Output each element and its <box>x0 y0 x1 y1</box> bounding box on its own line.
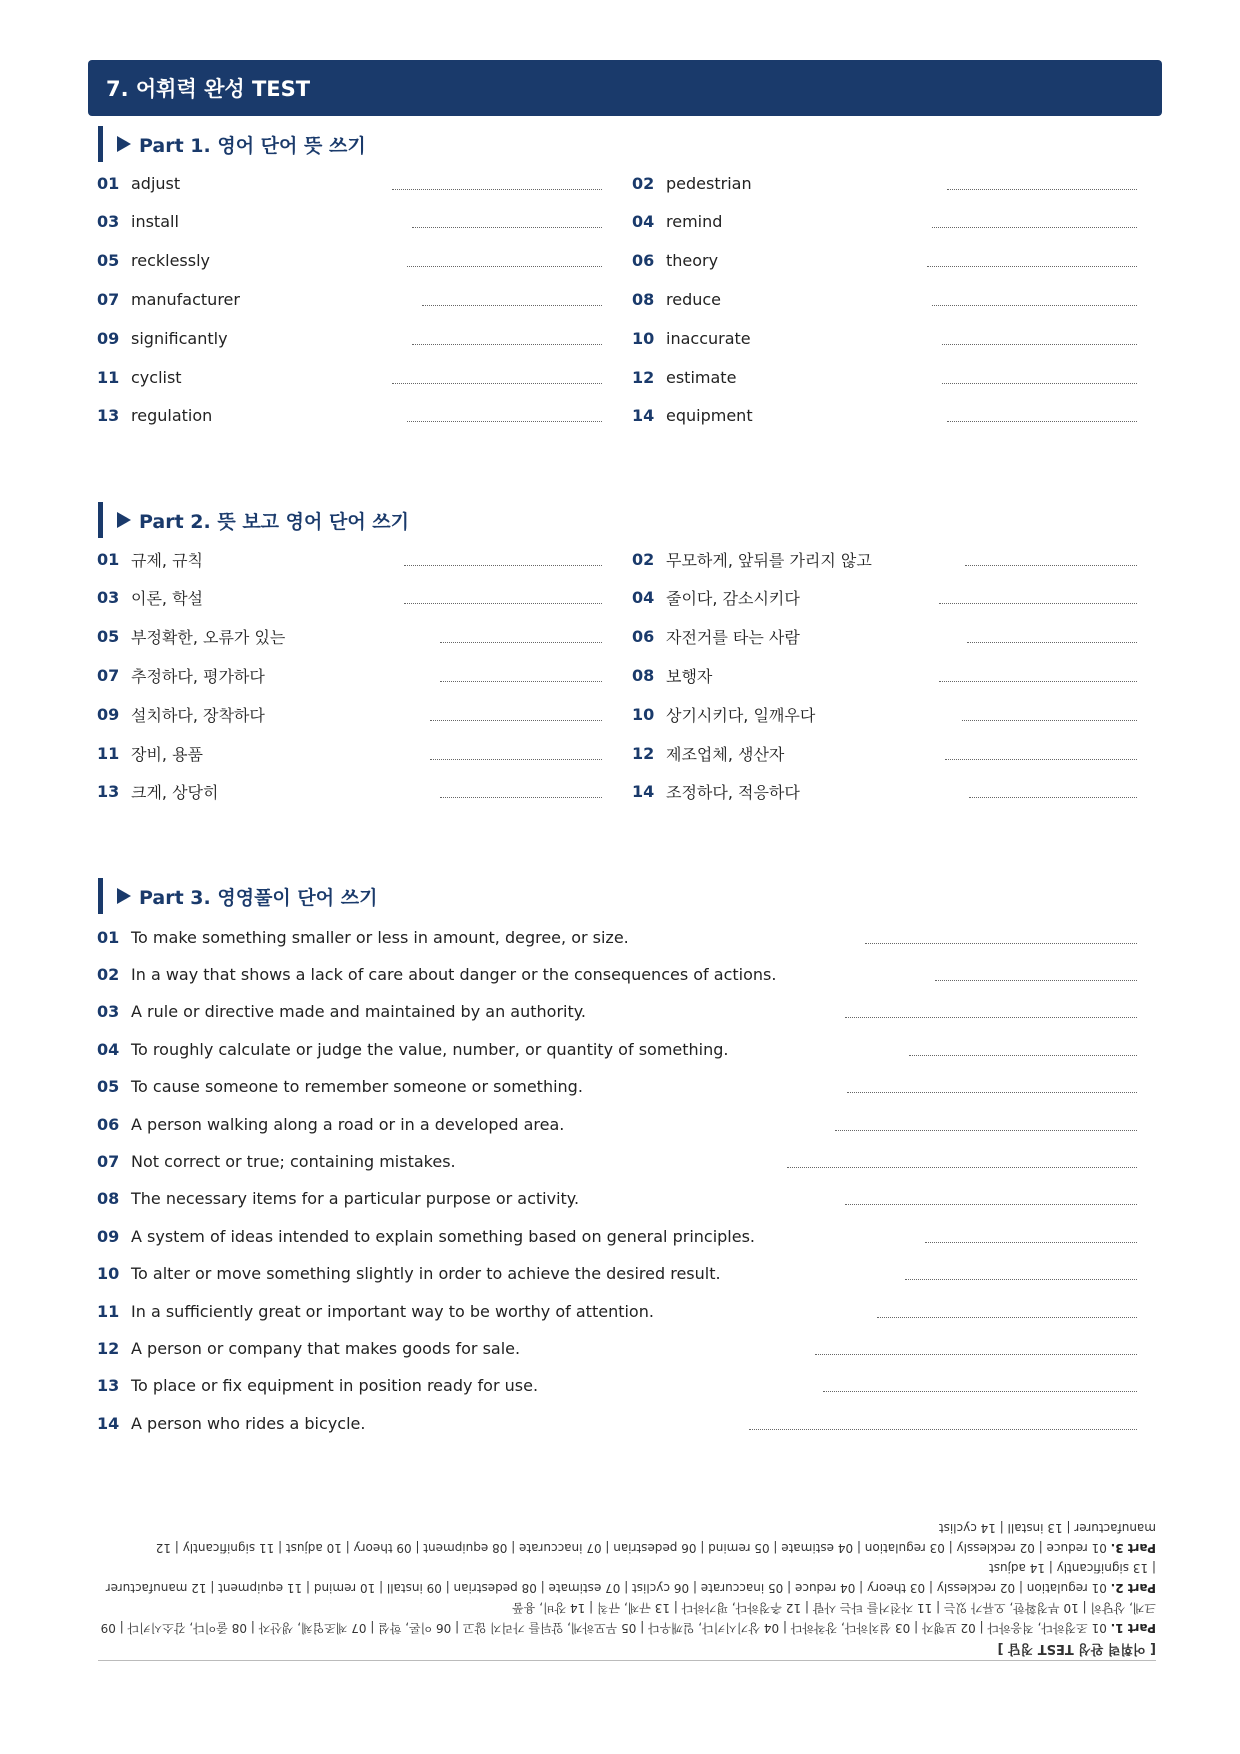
list-item <box>97 326 602 350</box>
item-text: cyclist <box>131 367 182 387</box>
list-item <box>97 1149 1137 1173</box>
item-number: 01 <box>97 173 120 193</box>
item-text: adjust <box>131 173 181 193</box>
answer-blank[interactable] <box>925 1230 1137 1243</box>
item-number: 08 <box>632 665 655 685</box>
answer-blank[interactable] <box>404 553 602 566</box>
item-number: 07 <box>97 665 120 685</box>
answer-blank[interactable] <box>847 1080 1137 1093</box>
item-number: 04 <box>632 588 655 608</box>
item-text: estimate <box>666 367 737 387</box>
item-number: 03 <box>97 212 120 232</box>
answer-blank[interactable] <box>947 409 1137 422</box>
item-number: 04 <box>97 1039 120 1059</box>
part1-heading <box>98 126 366 162</box>
answer-blank[interactable] <box>823 1379 1137 1392</box>
list-item <box>97 1112 1137 1136</box>
item-number: 11 <box>97 367 120 387</box>
item-text: 부정확한, 오류가 있는 <box>131 628 286 648</box>
part3-heading <box>98 878 377 914</box>
item-number: 06 <box>632 627 655 647</box>
list-item <box>97 925 1137 949</box>
item-text: In a way that shows a lack of care about danger or the consequences of actions. <box>131 964 777 984</box>
item-text: 자전거를 타는 사람 <box>666 628 800 648</box>
item-number: 03 <box>97 588 120 608</box>
item-number: 11 <box>97 743 120 763</box>
item-number: 09 <box>97 1226 120 1246</box>
item-number: 01 <box>97 927 120 947</box>
item-text: The necessary items for a particular purpose or activity. <box>131 1189 580 1209</box>
part1-heading-label: Part 1. 영어 단어 뜻 쓰기 <box>139 134 366 157</box>
item-number: 13 <box>97 406 120 426</box>
item-number: 10 <box>632 704 655 724</box>
list-item <box>97 210 602 234</box>
list-item <box>632 326 1137 350</box>
item-text: To make something smaller or less in amount, degree, or size. <box>131 927 629 947</box>
list-item <box>97 249 602 273</box>
item-number: 05 <box>97 251 120 271</box>
answer-blank[interactable] <box>905 1267 1137 1280</box>
list-item <box>632 780 1137 804</box>
item-text: 상기시키다, 일깨우다 <box>666 705 816 725</box>
item-text: 제조업체, 생산자 <box>666 744 785 764</box>
list-item <box>632 404 1137 428</box>
list-item <box>632 249 1137 273</box>
answer-blank[interactable] <box>865 931 1137 944</box>
list-item <box>97 1187 1137 1211</box>
item-text: Not correct or true; containing mistakes. <box>131 1151 456 1171</box>
item-number: 06 <box>97 1114 120 1134</box>
item-text: A person who rides a bicycle. <box>131 1413 366 1433</box>
item-text: A rule or directive made and maintained by an authority. <box>131 1002 587 1022</box>
page-title: 7. 어휘력 완성 TEST <box>88 60 1162 116</box>
item-text: install <box>131 212 179 232</box>
answer-blank[interactable] <box>877 1305 1137 1318</box>
item-number: 09 <box>97 328 120 348</box>
list-item <box>97 1224 1137 1248</box>
list-item <box>632 171 1137 195</box>
item-text: recklessly <box>131 251 211 271</box>
item-text: 보행자 <box>666 666 713 686</box>
list-item <box>97 780 602 804</box>
item-text: 규제, 규칙 <box>131 550 203 570</box>
triangle-icon <box>117 136 131 152</box>
item-text: To cause someone to remember someone or something. <box>131 1077 583 1097</box>
item-number: 14 <box>632 406 655 426</box>
answer-blank[interactable] <box>815 1342 1137 1355</box>
item-number: 04 <box>632 212 655 232</box>
answer-blank[interactable] <box>412 332 602 345</box>
item-text: equipment <box>666 406 753 426</box>
item-text: 추정하다, 평가하다 <box>131 666 265 686</box>
item-text: significantly <box>131 328 228 348</box>
answer-blank[interactable] <box>947 177 1137 190</box>
item-text: manufacturer <box>131 289 240 309</box>
answer-blank[interactable] <box>392 177 602 190</box>
item-number: 07 <box>97 1151 120 1171</box>
answer-key-part1: Part 1. 01 조정하다, 적응하다 | 02 보행자 | 03 설치하다, 장착하다 | 04 상기시키다, 일깨우다 | 05 무모하게, 앞뒤를 가리지 않고 | 06 이론, 학설 | 07 제조업체, 생산자 | 08 줄이다, 감소시키다 | 09 크게, 상당히 | 10 부정확한, 오류가 있는 | 11 자전거를 타는 사람 | 12 추정하다, 평가하다 | 13 규제, 규칙 | 14 장비, 용품 <box>100 1601 1156 1635</box>
answer-key-part2: Part 2. 01 regulation | 02 recklessly | 03 theory | 04 reduce | 05 inaccurate | 06 cyclist | 07 estimate | 08 pedestrian | 09 install | 10 remind | 11 equipment | 12 manufacturer | 13 significantly | 14 adjust <box>105 1561 1156 1595</box>
list-item <box>97 625 602 649</box>
item-text: theory <box>666 251 719 271</box>
item-text: 이론, 학설 <box>131 589 203 609</box>
answer-blank[interactable] <box>845 1192 1137 1205</box>
item-number: 14 <box>632 782 655 802</box>
answer-blank[interactable] <box>939 591 1137 604</box>
answer-blank[interactable] <box>440 669 602 682</box>
item-number: 02 <box>97 964 120 984</box>
list-item <box>97 586 602 610</box>
answer-blank[interactable] <box>967 630 1137 643</box>
item-text: remind <box>666 212 723 232</box>
answer-blank[interactable] <box>749 1417 1137 1430</box>
answer-blank[interactable] <box>422 293 602 306</box>
list-item <box>97 1037 1137 1061</box>
answer-blank[interactable] <box>787 1155 1137 1168</box>
answer-key <box>98 1518 1156 1658</box>
item-number: 05 <box>97 1077 120 1097</box>
list-item <box>97 1075 1137 1099</box>
list-item <box>97 962 1137 986</box>
item-text: 장비, 용품 <box>131 744 203 764</box>
item-text: 조정하다, 적응하다 <box>666 783 800 803</box>
item-number: 01 <box>97 549 120 569</box>
answer-blank[interactable] <box>430 747 602 760</box>
list-item <box>97 1374 1137 1398</box>
list-item <box>97 547 602 571</box>
list-item <box>632 586 1137 610</box>
item-text: In a sufficiently great or important way to be worthy of attention. <box>131 1301 654 1321</box>
answer-blank[interactable] <box>440 785 602 798</box>
list-item <box>632 741 1137 765</box>
list-item <box>97 171 602 195</box>
item-number: 09 <box>97 704 120 724</box>
list-item <box>97 1299 1137 1323</box>
answer-blank[interactable] <box>942 332 1137 345</box>
answer-blank[interactable] <box>939 669 1137 682</box>
answer-blank[interactable] <box>392 371 602 384</box>
item-number: 14 <box>97 1413 120 1433</box>
item-number: 10 <box>632 328 655 348</box>
list-item <box>97 1262 1137 1286</box>
answer-blank[interactable] <box>969 785 1137 798</box>
list-item <box>632 702 1137 726</box>
item-number: 03 <box>97 1002 120 1022</box>
answer-blank[interactable] <box>942 371 1137 384</box>
list-item <box>97 1336 1137 1360</box>
list-item <box>632 287 1137 311</box>
item-number: 02 <box>632 549 655 569</box>
item-number: 10 <box>97 1264 120 1284</box>
item-text: inaccurate <box>666 328 751 348</box>
item-text: A person or company that makes goods for sale. <box>131 1338 521 1358</box>
answer-blank[interactable] <box>927 254 1137 267</box>
item-number: 13 <box>97 782 120 802</box>
item-number: 11 <box>97 1301 120 1321</box>
triangle-icon <box>117 888 131 904</box>
footer-divider <box>98 1660 1156 1661</box>
item-number: 12 <box>632 367 655 387</box>
item-number: 08 <box>632 289 655 309</box>
item-text: To alter or move something slightly in order to achieve the desired result. <box>131 1264 721 1284</box>
item-number: 07 <box>97 289 120 309</box>
answer-key-part3: Part 3. 01 reduce | 02 recklessly | 03 regulation | 04 estimate | 05 remind | 06 pedestrian | 07 inaccurate | 08 equipment | 09 theory | 10 adjust | 11 significantly | 12 manufacturer | 13 install | 14 cyclist <box>155 1521 1156 1555</box>
list-item <box>97 287 602 311</box>
answer-blank[interactable] <box>430 708 602 721</box>
list-item <box>97 741 602 765</box>
item-text: A person walking along a road or in a developed area. <box>131 1114 565 1134</box>
list-item <box>632 625 1137 649</box>
item-number: 12 <box>632 743 655 763</box>
triangle-icon <box>117 512 131 528</box>
part2-heading-label: Part 2. 뜻 보고 영어 단어 쓰기 <box>139 510 410 533</box>
item-text: regulation <box>131 406 213 426</box>
answer-blank[interactable] <box>404 591 602 604</box>
list-item <box>632 663 1137 687</box>
item-number: 13 <box>97 1376 120 1396</box>
list-item <box>97 404 602 428</box>
item-text: To roughly calculate or judge the value, number, or quantity of something. <box>131 1039 729 1059</box>
item-number: 02 <box>632 173 655 193</box>
answer-key-heading: [ 어휘력 완성 TEST 정답 ] <box>997 1641 1156 1656</box>
answer-blank[interactable] <box>932 215 1137 228</box>
list-item <box>632 547 1137 571</box>
answer-blank[interactable] <box>407 254 602 267</box>
list-item <box>97 1411 1137 1435</box>
item-text: 줄이다, 감소시키다 <box>666 589 800 609</box>
answer-blank[interactable] <box>932 293 1137 306</box>
answer-blank[interactable] <box>909 1043 1137 1056</box>
list-item <box>97 365 602 389</box>
answer-blank[interactable] <box>962 708 1137 721</box>
item-text: pedestrian <box>666 173 752 193</box>
answer-blank[interactable] <box>965 553 1137 566</box>
item-text: reduce <box>666 289 722 309</box>
answer-blank[interactable] <box>407 409 602 422</box>
item-number: 12 <box>97 1338 120 1358</box>
list-item <box>97 702 602 726</box>
answer-blank[interactable] <box>845 1005 1137 1018</box>
item-number: 05 <box>97 627 120 647</box>
list-item <box>97 663 602 687</box>
item-text: 설치하다, 장착하다 <box>131 705 265 725</box>
list-item <box>632 365 1137 389</box>
answer-blank[interactable] <box>835 1118 1137 1131</box>
list-item <box>632 210 1137 234</box>
answer-blank[interactable] <box>412 215 602 228</box>
item-text: To place or fix equipment in position ready for use. <box>131 1376 539 1396</box>
list-item <box>97 1000 1137 1024</box>
part2-heading <box>98 502 409 538</box>
item-text: 무모하게, 앞뒤를 가리지 않고 <box>666 550 872 570</box>
item-text: 크게, 상당히 <box>131 783 219 803</box>
answer-blank[interactable] <box>440 630 602 643</box>
item-text: A system of ideas intended to explain something based on general principles. <box>131 1226 756 1246</box>
answer-blank[interactable] <box>945 747 1137 760</box>
item-number: 08 <box>97 1189 120 1209</box>
item-number: 06 <box>632 251 655 271</box>
part3-heading-label: Part 3. 영영풀이 단어 쓰기 <box>139 886 378 909</box>
answer-blank[interactable] <box>935 968 1137 981</box>
